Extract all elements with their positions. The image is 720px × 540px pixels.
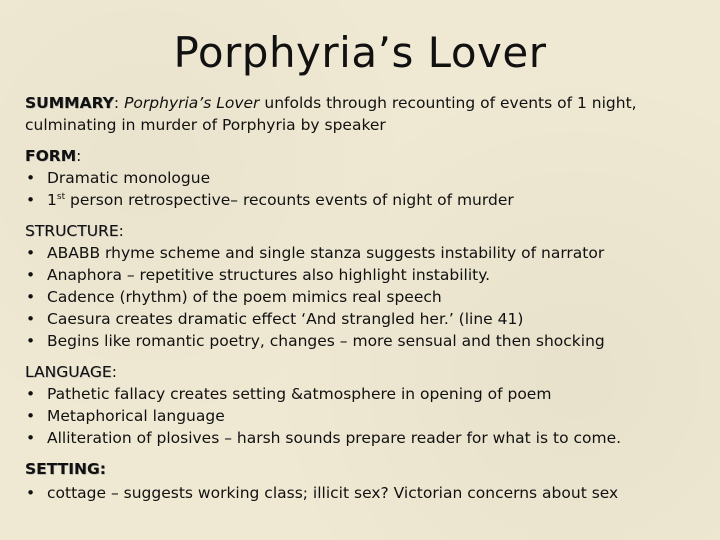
form-list <box>25 167 705 211</box>
structure-heading-line <box>25 220 705 242</box>
bullet-icon: • <box>26 310 36 328</box>
summary-text-1: unfolds through recounting of events of 1 night, <box>259 94 637 112</box>
bullet-icon: • <box>26 332 36 350</box>
setting-heading: SETTING: <box>25 460 106 478</box>
slide-title: Porphyria’s Lover <box>173 28 547 77</box>
form-item: • 1st person retrospective– recounts events of night of murder <box>26 191 514 209</box>
structure-item: • Caesura creates dramatic effect ‘And strangled her.’ (line 41) <box>26 310 524 328</box>
bullet-icon: • <box>26 484 36 502</box>
setting-heading-line <box>25 458 705 480</box>
structure-item: • Cadence (rhythm) of the poem mimics real speech <box>26 288 442 306</box>
form-heading: FORM <box>25 147 77 165</box>
bullet-icon: • <box>26 169 36 187</box>
setting-list <box>25 482 705 504</box>
structure-item: • ABABB rhyme scheme and single stanza suggests instability of narrator <box>26 244 605 262</box>
structure-section <box>25 220 705 352</box>
language-item: • Pathetic fallacy creates setting &atmosphere in opening of poem <box>26 385 552 403</box>
structure-item: • Anaphora – repetitive structures also highlight instability. <box>26 266 491 284</box>
structure-list <box>25 242 705 352</box>
bullet-icon: • <box>26 266 36 284</box>
form-colon: : <box>76 147 82 165</box>
summary-poem-title: Porphyria’s Lover <box>124 94 260 112</box>
bullet-icon: • <box>26 288 36 306</box>
summary-line-1 <box>25 92 705 114</box>
form-heading-line <box>25 145 705 167</box>
setting-section <box>25 458 705 504</box>
summary-line-2: culminating in murder of Porphyria by speaker <box>25 116 386 134</box>
structure-item: • Begins like romantic poetry, changes – more sensual and then shocking <box>26 332 605 350</box>
form-item: • Dramatic monologue <box>26 169 211 187</box>
bullet-icon: • <box>26 429 36 447</box>
bullet-icon: • <box>26 191 36 209</box>
language-item: • Alliteration of plosives – harsh sounds prepare reader for what is to come. <box>26 429 622 447</box>
bullet-icon: • <box>26 407 36 425</box>
structure-colon: : <box>118 222 124 240</box>
language-section <box>25 361 705 449</box>
slide-body <box>25 92 705 504</box>
bullet-icon: • <box>26 385 36 403</box>
setting-item: • cottage – suggests working class; illicit sex? Victorian concerns about sex <box>26 484 619 502</box>
language-heading: LANGUAGE <box>25 363 112 381</box>
summary-section <box>25 92 705 136</box>
summary-colon: : <box>113 94 120 112</box>
bullet-icon: • <box>26 244 36 262</box>
form-section <box>25 145 705 211</box>
structure-heading: STRUCTURE <box>25 222 119 240</box>
summary-heading: SUMMARY <box>25 94 114 112</box>
language-item: • Metaphorical language <box>26 407 225 425</box>
language-heading-line <box>25 361 705 383</box>
language-list <box>25 383 705 449</box>
language-colon: : <box>111 363 117 381</box>
